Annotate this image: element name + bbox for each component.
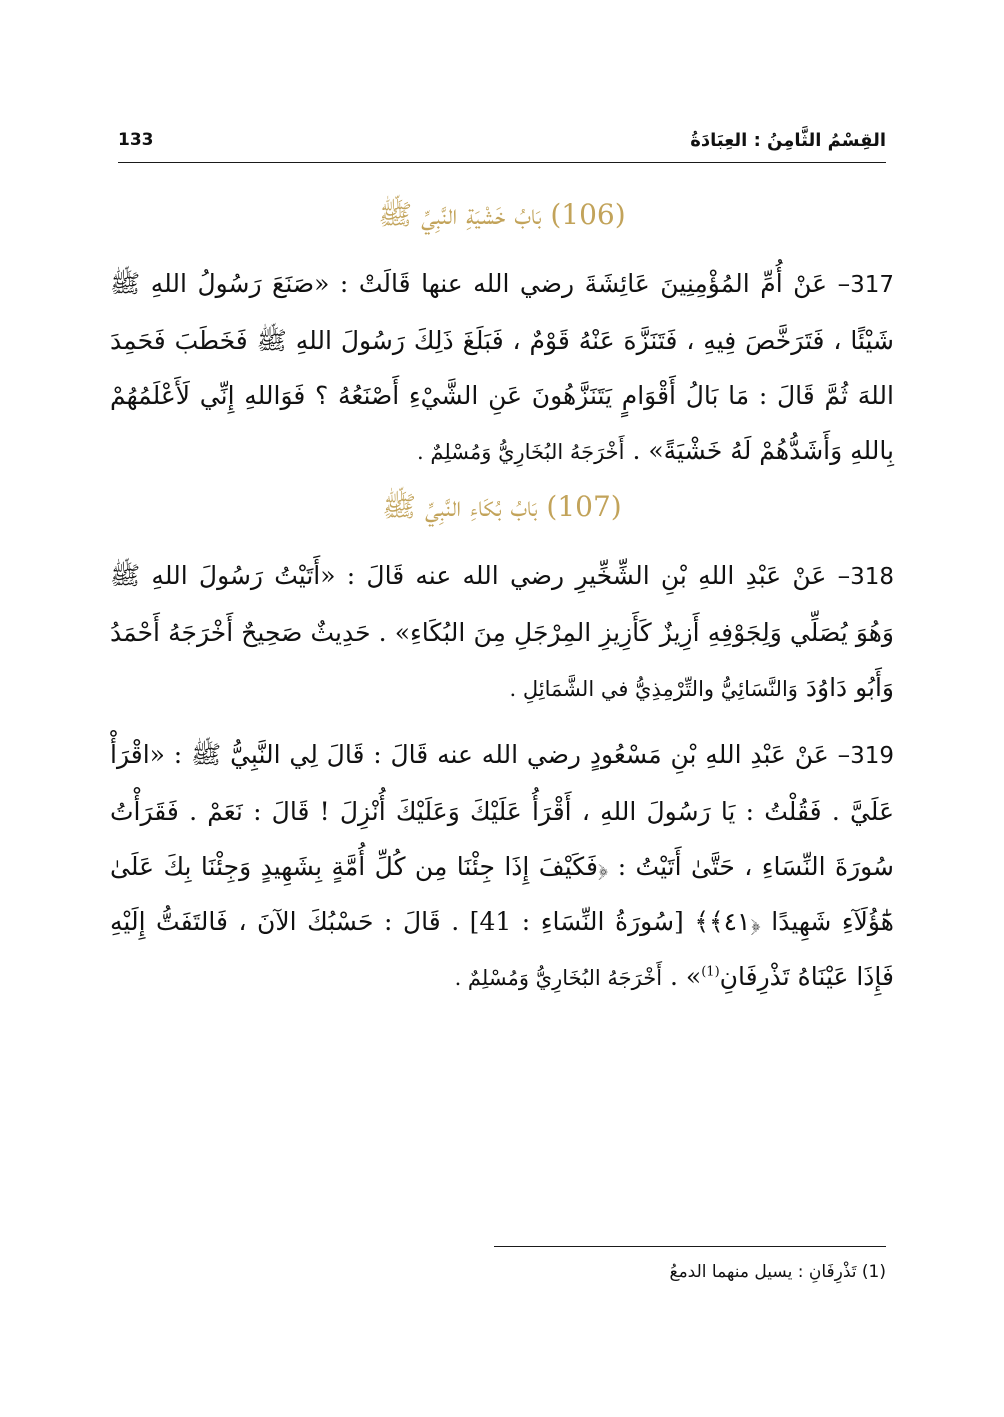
hadith-319 bbox=[110, 727, 894, 1006]
hadith-318 bbox=[110, 548, 894, 717]
hadith-source: أَخْرَجَهُ البُخَارِيُّ وَمُسْلِمٌ . bbox=[417, 440, 625, 464]
hadith-text: – عَنْ عَبْدِ اللهِ بْنِ الشِّخِّيرِ رضي الله عنه قَالَ : «أَتَيْتُ رَسُولَ اللهِ ﷺ وَهُوَ يُصَلِّي وَلِجَوْفِهِ أَزِيزٌ كَأَزِيزِ المِرْجَلِ مِنَ البُكَاءِ» . حَدِيثٌ صَحِيحٌ أَخْرَجَهُ أَحْمَدُ وَأَبُو دَاوُدَ bbox=[110, 561, 894, 702]
hadith-source: أَخْرَجَهُ البُخَارِيُّ وَمُسْلِمٌ . bbox=[454, 966, 663, 990]
page-header bbox=[118, 118, 886, 163]
hadith-text: – عَنْ أُمِّ المُؤْمِنِينَ عَائِشَةَ رضي الله عنها قَالَتْ : «صَنَعَ رَسُولُ اللهِ ﷺ شَيْئًا ، فَتَرَخَّصَ فِيهِ ، فَتَنَزَّهَ عَنْهُ قَوْمٌ ، فَبَلَغَ ذَلِكَ رَسُولَ اللهِ ﷺ فَخَطَبَ فَحَمِدَ اللهَ ثُمَّ قَالَ : مَا بَالُ أَقْوَامٍ يَتَنَزَّهُونَ عَنِ الشَّيْءِ أَصْنَعُهُ ؟ فَوَاللهِ إِنِّي لَأَعْلَمُهُمْ بِاللهِ وَأَشَدُّهُمْ لَهُ خَشْيَةً» . bbox=[110, 269, 894, 465]
chapter-title-107: (107) بَابُ بُكَاءِ النَّبِيِّ ﷺ bbox=[382, 490, 622, 523]
hadith-317 bbox=[110, 256, 894, 480]
footnote-divider bbox=[494, 1246, 886, 1247]
hadith-text: – عَنْ عَبْدِ اللهِ بْنِ مَسْعُودٍ رضي الله عنه قَالَ : قَالَ لِي النَّبِيُّ ﷺ : «اقْرَأْ عَلَيَّ . فَقُلْتُ : يَا رَسُولَ اللهِ ، أَقْرَأُ عَلَيْكَ وَعَلَيْكَ أُنْزِلَ ! قَالَ : نَعَمْ . فَقَرَأْتُ سُورَةَ النِّسَاءِ ، حَتَّىٰ أَتَيْتُ : ﴿فَكَيْفَ إِذَا جِئْنَا مِن كُلِّ أُمَّةٍ بِشَهِيدٍ وَجِئْنَا بِكَ عَلَىٰ هَٰٓؤُلَآءِ شَهِيدًا ﴿٤١﴾﴾ [سُورَةُ النِّسَاءِ : 41] . قَالَ : حَسْبُكَ الآنَ ، فَالتَفَتُّ إِلَيْهِ فَإِذَا عَيْنَاهُ تَذْرِفَانِ bbox=[110, 740, 894, 991]
running-title: القِسْمُ الثَّامِنُ : العِبَادَةُ bbox=[690, 129, 886, 151]
footnote: (1) تَذْرِفَانِ : يسيل منهما الدمعُ bbox=[669, 1262, 886, 1282]
hadith-number: 317 bbox=[850, 272, 894, 298]
quote-close: » . bbox=[670, 962, 702, 991]
hadith-source: وَالنَّسَائِيُّ والتِّرْمِذِيُّ في الشَّمَائِلِ . bbox=[509, 677, 798, 701]
chapter-title-106: (106) بَابُ خَشْيَةِ النَّبِيِّ ﷺ bbox=[378, 198, 626, 231]
page-number: 133 bbox=[118, 130, 154, 150]
footnote-marker[interactable]: (1) bbox=[701, 964, 720, 980]
hadith-number: 318 bbox=[850, 564, 894, 590]
page-body bbox=[110, 190, 894, 1016]
hadith-number: 319 bbox=[850, 743, 894, 769]
